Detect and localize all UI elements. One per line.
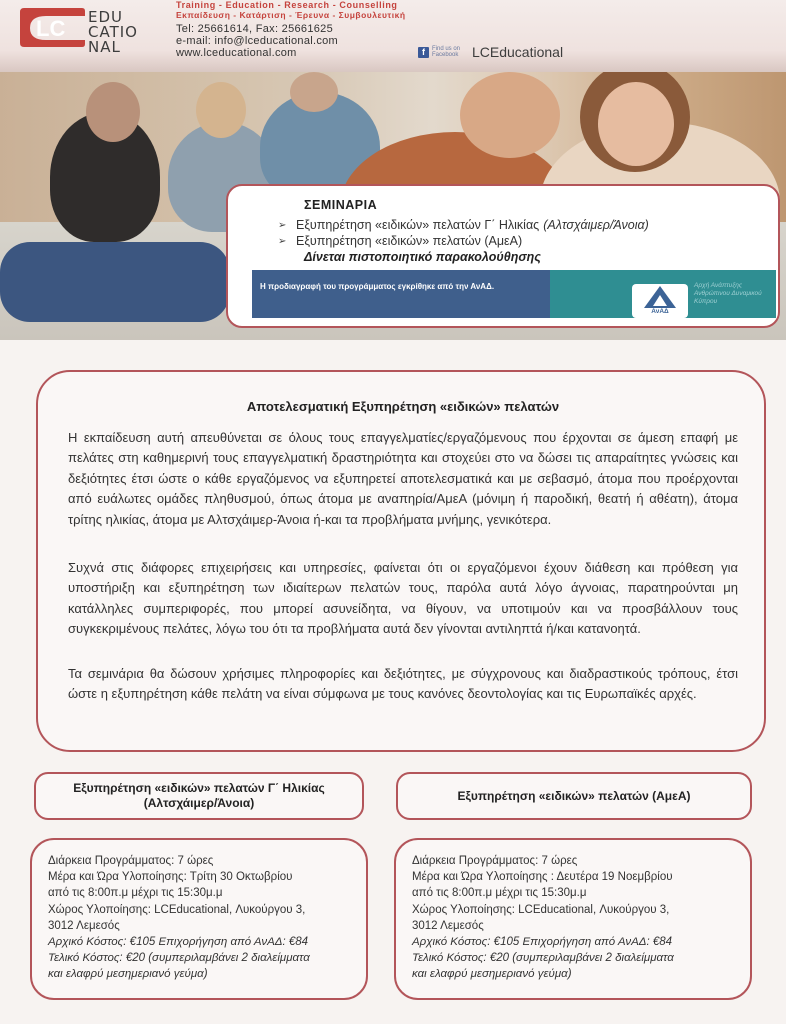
seminar-info-panel	[226, 184, 780, 328]
course-title-line: (Αλτσχάιμερ/Άνοια)	[143, 796, 255, 810]
lc-educational-logo	[14, 4, 164, 68]
venue-line: Χώρος Υλοποίησης: LCEducational, Λυκούργου 3,	[412, 903, 670, 916]
course-details-disabled	[394, 838, 752, 1000]
final-cost-line: Τελικό Κόστος: €20 (συμπεριλαμβάνει 2 διαλείμματα	[412, 952, 674, 965]
facebook-page-name: LCEducational	[472, 44, 564, 60]
meal-note-line: και ελαφρύ μεσημεριανό γεύμα)	[412, 968, 572, 981]
facebook-icon: f	[418, 47, 429, 58]
initial-cost-line: Αρχικό Κόστος: €105 Επιχορήγηση από ΑνΑΔ: €84	[412, 936, 673, 949]
approval-text: Η προδιαγραφή του προγράμματος εγκρίθηκε από την ΑνΑΔ.	[260, 282, 495, 291]
final-cost-line: Τελικό Κόστος: €20 (συμπεριλαμβάνει 2 διαλείμματα	[48, 952, 310, 965]
person-head	[86, 82, 140, 142]
seminar-item-label: Εξυπηρέτηση «ειδικών» πελατών Γ΄ Ηλικίας	[296, 218, 540, 232]
arrow-bullet-icon: ➢	[278, 235, 287, 247]
date-line: Μέρα και Ώρα Υλοποίησης: Τρίτη 30 Οκτωβρίου	[48, 871, 293, 884]
anad-logo	[632, 284, 688, 318]
description-panel	[36, 370, 766, 752]
tagline-greek: Εκπαίδευση - Κατάρτιση - Έρευνα - Συμβουλευτική	[176, 10, 406, 20]
arrow-bullet-icon: ➢	[278, 219, 287, 231]
course-title-elderly	[34, 772, 364, 820]
time-line: από τις 8:00π.μ μέχρι τις 15:30μ.μ	[412, 887, 587, 900]
meal-note-line: και ελαφρύ μεσημεριανό γεύμα)	[48, 968, 208, 981]
venue-line: Χώρος Υλοποίησης: LCEducational, Λυκούργου 3,	[48, 903, 306, 916]
logo-word-line: EDU	[88, 8, 124, 26]
approval-banner	[252, 270, 776, 318]
paragraph-problem: Συχνά στις διάφορες επιχειρήσεις και υπηρεσίες, φαίνεται ότι οι εργαζόμενοι έχουν διάθεση και πρόθεση για υποστήριξη και εξυπηρέτηση των ιδιαίτερων πελατών τους, παρόλα αυτά λόγο άγνοιας, παρατηρούνται μη κατάλληλες συμπεριφορές, που μπορεί ασυνείδητα, να θίγουν, να υποτιμούν και να προσβάλλουν τους συγκεκριμένους πελάτες, λόγω του ότι τα προβλήματα αυτά δεν γίνονται αντιληπτά ή/και κατανοητά.	[68, 560, 738, 637]
person-head	[196, 82, 246, 138]
time-line: από τις 8:00π.μ μέχρι τις 15:30μ.μ	[48, 887, 223, 900]
facebook-badge[interactable]	[418, 44, 563, 60]
anad-triangle-inner	[653, 295, 667, 306]
letterhead	[0, 0, 786, 72]
logo-word-line: CATIO	[88, 23, 138, 41]
logo-wordmark	[88, 10, 168, 55]
person-jeans	[0, 242, 230, 322]
seminar-item-label: Εξυπηρέτηση «ειδικών» πελατών (ΑμεΑ)	[296, 234, 523, 248]
person-head	[460, 72, 560, 158]
course-details-elderly	[30, 838, 368, 1000]
anad-label: ΑνΑΔ	[651, 308, 669, 315]
certificate-note: Δίνεται πιστοποιητικό παρακολούθησης	[304, 250, 541, 264]
phone-fax: Tel: 25661614, Fax: 25661625	[176, 23, 334, 35]
seminar-item-disabled	[278, 234, 522, 248]
address-line: 3012 Λεμεσός	[412, 919, 484, 932]
seminar-heading: ΣΕΜΙΝΑΡΙΑ	[304, 198, 378, 212]
lc-logo-mark	[16, 6, 86, 48]
person-head	[290, 72, 338, 112]
duration-line: Διάρκεια Προγράμματος: 7 ώρες	[412, 855, 578, 867]
anad-description: Αρχή Ανάπτυξης Ανθρώπινου Δυναμικού Κύπρου	[694, 282, 762, 305]
person-face	[598, 82, 674, 166]
address-line: 3012 Λεμεσός	[48, 919, 120, 932]
paragraph-outcome: Τα σεμινάρια θα δώσουν χρήσιμες πληροφορίες και δεξιότητες, με σύγχρονους και διαδραστικούς τρόπους, έτσι ώστε η εξυπηρέτηση κάθε πελάτη να είναι σύμφωνα με τους κανόνες δεοντολογίας και τις Ευρωπαϊκές αρχές.	[68, 666, 738, 702]
website-link[interactable]: www.lceducational.com	[176, 47, 297, 59]
svg-text:LC: LC	[36, 16, 66, 41]
duration-line: Διάρκεια Προγράμματος: 7 ώρες	[48, 855, 214, 867]
date-line: Μέρα και Ώρα Υλοποίησης : Δευτέρα 19 Νοεμβρίου	[412, 871, 673, 884]
course-title-disabled	[396, 772, 752, 820]
course-title-line: Εξυπηρέτηση «ειδικών» πελατών (ΑμεΑ)	[457, 788, 691, 803]
facebook-caption: Find us on Facebook	[432, 46, 461, 58]
initial-cost-line: Αρχικό Κόστος: €105 Επιχορήγηση από ΑνΑΔ: €84	[48, 936, 309, 949]
seminar-item-elderly	[278, 218, 649, 232]
logo-word-line: NAL	[88, 38, 121, 56]
tagline-english: Training - Education - Research - Counselling	[176, 0, 398, 10]
paragraph-audience: Η εκπαίδευση αυτή απευθύνεται σε όλους τους επαγγελματίες/εργαζόμενους που έρχονται σε άμεση επαφή με πελάτες στη καθημερινή τους επαγγελματική δραστηριότητα και στοχεύει στο να δώσει τις απαραίτητες γνώσεις και δεξιότητες έτσι ώστε ο κάθε εργαζόμενος να εξυπηρετεί αποτελεσματικά και με σεβασμό, άτομα που προέρχονται από ευάλωτες ομάδες πληθυσμού, όπως άτομα με αναπηρία/ΑμεΑ (μόνιμη ή παροδική, θεατή ή αθέατη), άτομα τρίτης ηλικίας, άτομα με Αλτσχάιμερ-Άνοια ή-και τα προβλήματα μνήμης, γενικότερα.	[68, 430, 738, 527]
seminar-item-note: (Αλτσχάιμερ/Άνοια)	[543, 218, 649, 232]
description-title: Αποτελεσματική Εξυπηρέτηση «ειδικών» πελατών	[246, 399, 560, 414]
course-title-line: Εξυπηρέτηση «ειδικών» πελατών Γ΄ Ηλικίας	[73, 781, 325, 795]
email-address: e-mail: info@lceducational.com	[176, 35, 339, 47]
